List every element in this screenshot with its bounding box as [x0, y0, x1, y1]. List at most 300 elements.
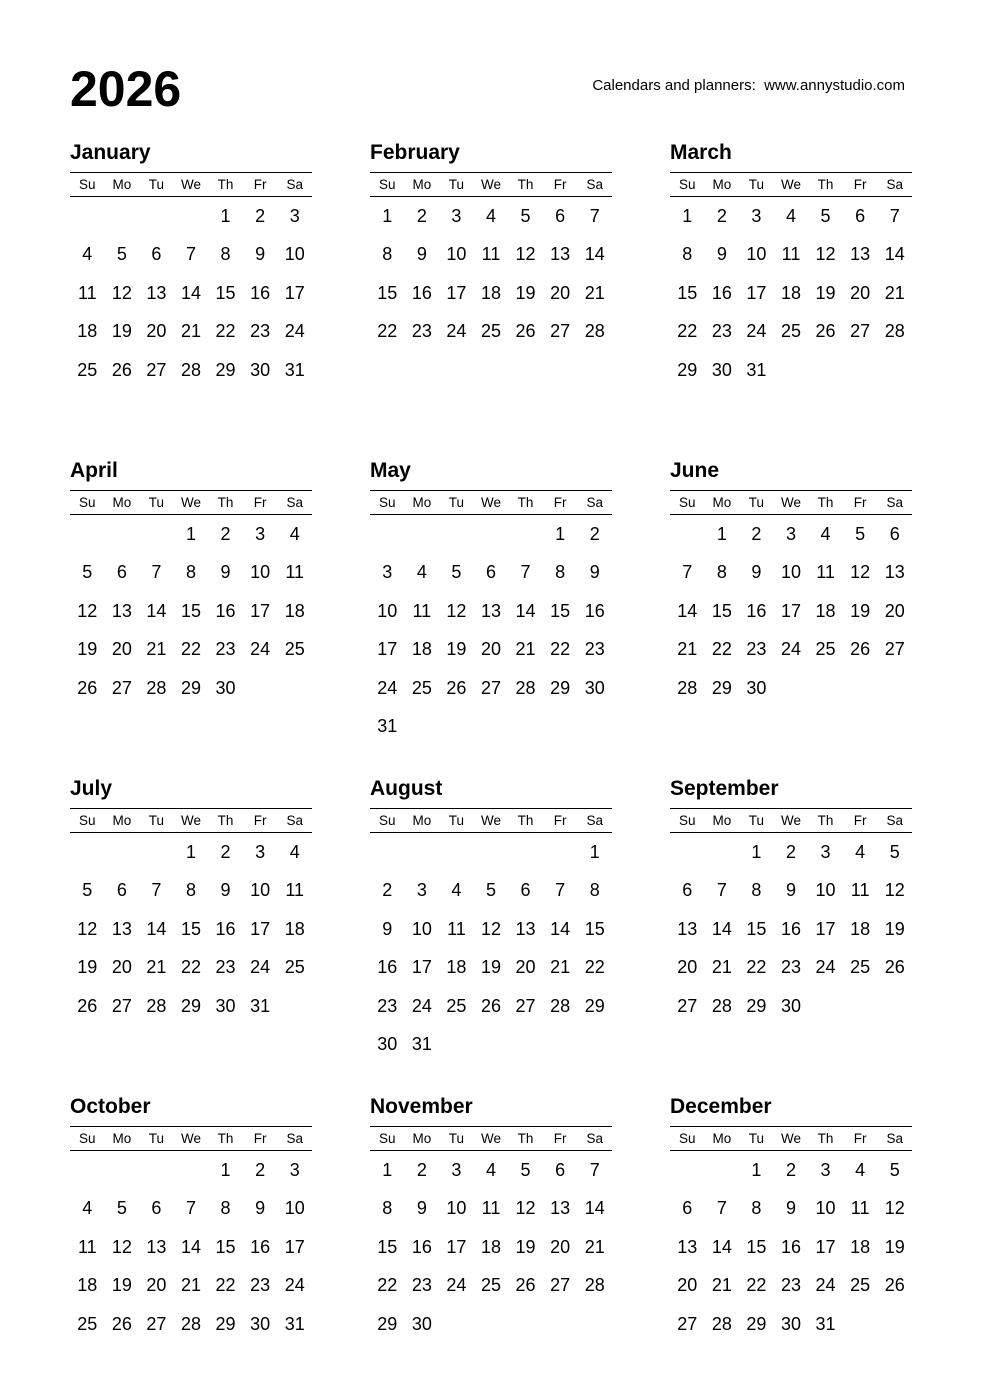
- day-cell: 9: [255, 244, 266, 265]
- day-cell: 7: [151, 562, 162, 583]
- weekday-label-fr: Fr: [553, 813, 567, 828]
- day-cell: 29: [711, 677, 732, 698]
- day-cell: 7: [185, 1198, 196, 1219]
- day-cell: 2: [220, 523, 231, 544]
- day-cell: 16: [215, 918, 236, 939]
- day-cell: 25: [446, 995, 467, 1016]
- day-cell: 12: [884, 1198, 905, 1219]
- day-cell: 5: [116, 1198, 127, 1219]
- weekday-label-su: Su: [379, 813, 396, 828]
- day-cell: 9: [416, 1198, 427, 1219]
- day-cell: 31: [284, 1313, 305, 1334]
- day-cell: 25: [411, 677, 432, 698]
- day-cell: 27: [677, 1313, 698, 1334]
- day-cell: 9: [220, 562, 231, 583]
- month-title: May: [370, 459, 411, 482]
- day-cell: 15: [377, 1236, 398, 1257]
- weekday-label-th: Th: [817, 1131, 834, 1146]
- day-cell: 2: [785, 1159, 796, 1180]
- weekday-label-su: Su: [79, 1131, 96, 1146]
- day-cell: 22: [746, 957, 767, 978]
- day-cell: 3: [820, 841, 831, 862]
- day-cell: 20: [677, 1275, 698, 1296]
- month-august: [370, 777, 612, 1063]
- weekday-label-tu: Tu: [748, 177, 765, 192]
- month-february: [370, 141, 612, 427]
- weekday-label-su: Su: [379, 177, 396, 192]
- weekday-label-we: We: [480, 1131, 501, 1146]
- day-cell: 1: [682, 205, 693, 226]
- day-cell: 6: [151, 1198, 162, 1219]
- day-cell: 20: [111, 639, 132, 660]
- weekday-label-fr: Fr: [853, 177, 867, 192]
- day-cell: 29: [677, 359, 698, 380]
- dates-grid: [670, 197, 912, 390]
- dates-grid: [370, 1151, 612, 1344]
- day-cell: 18: [284, 600, 305, 621]
- weekday-header: [370, 808, 612, 833]
- weekday-label-sa: Sa: [886, 495, 903, 510]
- day-cell: 4: [289, 523, 300, 544]
- day-cell: 2: [589, 523, 600, 544]
- weekday-label-th: Th: [217, 1131, 234, 1146]
- day-cell: 5: [485, 880, 496, 901]
- day-cell: 1: [220, 205, 231, 226]
- day-cell: 3: [289, 205, 300, 226]
- weekday-label-fr: Fr: [253, 813, 267, 828]
- day-cell: 22: [377, 1275, 398, 1296]
- day-cell: 15: [677, 282, 698, 303]
- day-cell: 8: [716, 562, 727, 583]
- weekday-label-we: We: [780, 1131, 801, 1146]
- day-cell: 6: [485, 562, 496, 583]
- weekday-label-sa: Sa: [586, 1131, 603, 1146]
- empty-cell: [843, 351, 878, 390]
- empty-cell: [105, 197, 140, 236]
- empty-cell: [508, 515, 543, 554]
- day-cell: 28: [711, 1313, 732, 1334]
- day-cell: 30: [780, 1313, 801, 1334]
- weekday-label-sa: Sa: [586, 177, 603, 192]
- day-cell: 1: [185, 523, 196, 544]
- empty-cell: [174, 197, 209, 236]
- day-cell: 27: [515, 995, 536, 1016]
- weekday-label-tu: Tu: [448, 813, 465, 828]
- weekday-label-we: We: [780, 495, 801, 510]
- weekday-label-we: We: [480, 495, 501, 510]
- day-cell: 12: [77, 918, 98, 939]
- day-cell: 10: [746, 244, 767, 265]
- day-cell: 9: [220, 880, 231, 901]
- day-cell: 14: [677, 600, 698, 621]
- day-cell: 24: [250, 957, 271, 978]
- day-cell: 4: [820, 523, 831, 544]
- weekday-header: [70, 490, 312, 515]
- month-title: April: [70, 459, 118, 482]
- day-cell: 22: [550, 639, 571, 660]
- day-cell: 21: [180, 321, 201, 342]
- day-cell: 13: [550, 244, 571, 265]
- day-cell: 22: [180, 639, 201, 660]
- weekday-label-su: Su: [679, 813, 696, 828]
- day-cell: 1: [716, 523, 727, 544]
- year-title: 2026: [70, 61, 182, 117]
- day-cell: 2: [416, 1159, 427, 1180]
- empty-cell: [105, 833, 140, 872]
- weekday-label-fr: Fr: [253, 177, 267, 192]
- weekday-label-th: Th: [517, 813, 534, 828]
- day-cell: 30: [215, 995, 236, 1016]
- day-cell: 12: [480, 918, 501, 939]
- day-cell: 20: [677, 957, 698, 978]
- weekday-label-sa: Sa: [286, 813, 303, 828]
- empty-cell: [105, 1151, 140, 1190]
- day-cell: 11: [850, 1198, 870, 1219]
- day-cell: 28: [180, 1313, 201, 1334]
- day-cell: 31: [411, 1034, 432, 1055]
- empty-cell: [70, 833, 105, 872]
- weekday-label-th: Th: [817, 495, 834, 510]
- day-cell: 27: [677, 995, 698, 1016]
- empty-cell: [877, 987, 912, 1026]
- day-cell: 22: [215, 1275, 236, 1296]
- day-cell: 20: [146, 1275, 167, 1296]
- day-cell: 15: [746, 918, 767, 939]
- day-cell: 22: [215, 321, 236, 342]
- day-cell: 6: [116, 880, 127, 901]
- day-cell: 29: [584, 995, 605, 1016]
- day-cell: 23: [711, 321, 732, 342]
- weekday-label-we: We: [480, 813, 501, 828]
- weekday-header: [70, 172, 312, 197]
- day-cell: 20: [550, 1236, 571, 1257]
- empty-cell: [405, 515, 440, 554]
- day-cell: 15: [180, 918, 201, 939]
- day-cell: 23: [780, 957, 801, 978]
- weekday-label-fr: Fr: [253, 495, 267, 510]
- day-cell: 27: [550, 321, 571, 342]
- day-cell: 13: [677, 1236, 698, 1257]
- empty-cell: [474, 515, 509, 554]
- day-cell: 17: [284, 282, 305, 303]
- weekday-label-tu: Tu: [748, 1131, 765, 1146]
- day-cell: 2: [382, 880, 393, 901]
- empty-cell: [439, 708, 474, 747]
- dates-grid: [370, 515, 612, 746]
- day-cell: 12: [77, 600, 98, 621]
- empty-cell: [508, 1305, 543, 1344]
- day-cell: 14: [711, 1236, 732, 1257]
- day-cell: 8: [589, 880, 600, 901]
- dates-grid: [70, 1151, 312, 1344]
- day-cell: 16: [746, 600, 767, 621]
- day-cell: 15: [215, 282, 236, 303]
- empty-cell: [105, 515, 140, 554]
- day-cell: 7: [151, 880, 162, 901]
- day-cell: 3: [255, 523, 266, 544]
- day-cell: 8: [185, 562, 196, 583]
- empty-cell: [174, 1151, 209, 1190]
- weekday-header: [370, 490, 612, 515]
- day-cell: 24: [815, 1275, 836, 1296]
- day-cell: 21: [146, 957, 167, 978]
- empty-cell: [243, 669, 278, 708]
- day-cell: 17: [284, 1236, 305, 1257]
- day-cell: 24: [411, 995, 432, 1016]
- weekday-label-sa: Sa: [586, 813, 603, 828]
- day-cell: 26: [111, 359, 132, 380]
- month-title: October: [70, 1095, 151, 1118]
- day-cell: 12: [111, 1236, 132, 1257]
- day-cell: 16: [411, 282, 432, 303]
- month-january: [70, 141, 312, 427]
- day-cell: 27: [146, 1313, 167, 1334]
- day-cell: 10: [815, 1198, 836, 1219]
- day-cell: 17: [815, 1236, 836, 1257]
- weekday-label-tu: Tu: [148, 495, 165, 510]
- day-cell: 11: [285, 562, 305, 583]
- day-cell: 22: [584, 957, 605, 978]
- empty-cell: [670, 1151, 705, 1190]
- month-title: July: [70, 777, 113, 800]
- day-cell: 5: [855, 523, 866, 544]
- month-title: November: [370, 1095, 473, 1118]
- month-title: January: [70, 141, 151, 164]
- dates-grid: [70, 515, 312, 708]
- day-cell: 4: [82, 244, 93, 265]
- day-cell: 25: [480, 1275, 501, 1296]
- day-cell: 19: [77, 639, 98, 660]
- day-cell: 29: [550, 677, 571, 698]
- empty-cell: [474, 833, 509, 872]
- weekday-label-su: Su: [79, 813, 96, 828]
- weekday-label-we: We: [180, 177, 201, 192]
- day-cell: 6: [682, 880, 693, 901]
- day-cell: 28: [584, 1275, 605, 1296]
- day-cell: 24: [815, 957, 836, 978]
- day-cell: 3: [820, 1159, 831, 1180]
- month-title: March: [670, 141, 732, 164]
- weekday-label-mo: Mo: [412, 1131, 432, 1146]
- day-cell: 9: [751, 562, 762, 583]
- month-april: [70, 459, 312, 745]
- weekday-label-we: We: [180, 1131, 201, 1146]
- day-cell: 23: [250, 1275, 271, 1296]
- day-cell: 26: [815, 321, 836, 342]
- day-cell: 31: [815, 1313, 836, 1334]
- day-cell: 24: [284, 321, 305, 342]
- day-cell: 1: [589, 841, 600, 862]
- day-cell: 18: [480, 1236, 501, 1257]
- day-cell: 25: [780, 321, 801, 342]
- weekday-label-th: Th: [517, 1131, 534, 1146]
- day-cell: 8: [555, 562, 566, 583]
- day-cell: 21: [550, 957, 571, 978]
- day-cell: 29: [180, 677, 201, 698]
- day-cell: 11: [412, 600, 432, 621]
- weekday-label-tu: Tu: [148, 1131, 165, 1146]
- weekday-label-sa: Sa: [286, 177, 303, 192]
- day-cell: 28: [677, 677, 698, 698]
- day-cell: 27: [480, 677, 501, 698]
- day-cell: 29: [746, 1313, 767, 1334]
- weekday-label-mo: Mo: [112, 495, 132, 510]
- day-cell: 21: [884, 282, 905, 303]
- day-cell: 2: [751, 523, 762, 544]
- day-cell: 6: [555, 1159, 566, 1180]
- months-grid: [70, 141, 912, 1381]
- day-cell: 28: [584, 321, 605, 342]
- day-cell: 8: [382, 1198, 393, 1219]
- weekday-label-mo: Mo: [112, 813, 132, 828]
- day-cell: 30: [215, 677, 236, 698]
- day-cell: 1: [382, 1159, 393, 1180]
- weekday-header: [670, 172, 912, 197]
- day-cell: 9: [716, 244, 727, 265]
- empty-cell: [670, 515, 705, 554]
- day-cell: 15: [711, 600, 732, 621]
- day-cell: 26: [446, 677, 467, 698]
- day-cell: 7: [889, 205, 900, 226]
- month-title: August: [370, 777, 443, 800]
- weekday-label-fr: Fr: [553, 495, 567, 510]
- day-cell: 5: [451, 562, 462, 583]
- weekday-label-sa: Sa: [886, 1131, 903, 1146]
- day-cell: 18: [480, 282, 501, 303]
- day-cell: 10: [815, 880, 836, 901]
- day-cell: 2: [416, 205, 427, 226]
- day-cell: 17: [377, 639, 398, 660]
- day-cell: 5: [116, 244, 127, 265]
- day-cell: 7: [682, 562, 693, 583]
- day-cell: 20: [850, 282, 871, 303]
- day-cell: 22: [377, 321, 398, 342]
- empty-cell: [370, 833, 405, 872]
- day-cell: 23: [746, 639, 767, 660]
- empty-cell: [370, 515, 405, 554]
- day-cell: 5: [889, 1159, 900, 1180]
- day-cell: 18: [850, 1236, 871, 1257]
- day-cell: 25: [850, 1275, 871, 1296]
- day-cell: 15: [584, 918, 605, 939]
- dates-grid: [670, 833, 912, 1026]
- day-cell: 17: [746, 282, 767, 303]
- day-cell: 15: [746, 1236, 767, 1257]
- weekday-label-fr: Fr: [853, 813, 867, 828]
- day-cell: 28: [146, 995, 167, 1016]
- day-cell: 8: [220, 244, 231, 265]
- month-june: [670, 459, 912, 745]
- empty-cell: [474, 1305, 509, 1344]
- day-cell: 15: [550, 600, 571, 621]
- day-cell: 31: [284, 359, 305, 380]
- day-cell: 4: [451, 880, 462, 901]
- day-cell: 6: [151, 244, 162, 265]
- day-cell: 3: [255, 841, 266, 862]
- empty-cell: [439, 833, 474, 872]
- day-cell: 18: [780, 282, 801, 303]
- day-cell: 17: [250, 918, 271, 939]
- weekday-label-su: Su: [679, 495, 696, 510]
- weekday-label-th: Th: [217, 495, 234, 510]
- empty-cell: [139, 833, 174, 872]
- day-cell: 26: [77, 995, 98, 1016]
- weekday-label-su: Su: [679, 177, 696, 192]
- month-september: [670, 777, 912, 1063]
- day-cell: 8: [220, 1198, 231, 1219]
- day-cell: 21: [146, 639, 167, 660]
- day-cell: 14: [884, 244, 905, 265]
- day-cell: 26: [480, 995, 501, 1016]
- day-cell: 19: [111, 1275, 132, 1296]
- day-cell: 21: [180, 1275, 201, 1296]
- day-cell: 17: [411, 957, 432, 978]
- day-cell: 12: [850, 562, 871, 583]
- day-cell: 7: [555, 880, 566, 901]
- day-cell: 11: [781, 244, 801, 265]
- day-cell: 8: [682, 244, 693, 265]
- day-cell: 27: [550, 1275, 571, 1296]
- weekday-label-we: We: [780, 177, 801, 192]
- weekday-header: [370, 172, 612, 197]
- day-cell: 10: [780, 562, 801, 583]
- day-cell: 19: [515, 282, 536, 303]
- day-cell: 16: [711, 282, 732, 303]
- day-cell: 16: [780, 1236, 801, 1257]
- day-cell: 8: [751, 1198, 762, 1219]
- day-cell: 2: [785, 841, 796, 862]
- day-cell: 20: [884, 600, 905, 621]
- day-cell: 20: [146, 321, 167, 342]
- day-cell: 16: [780, 918, 801, 939]
- day-cell: 23: [584, 639, 605, 660]
- day-cell: 6: [116, 562, 127, 583]
- day-cell: 24: [780, 639, 801, 660]
- day-cell: 9: [382, 918, 393, 939]
- day-cell: 4: [855, 1159, 866, 1180]
- day-cell: 14: [146, 918, 167, 939]
- day-cell: 12: [515, 244, 536, 265]
- day-cell: 6: [889, 523, 900, 544]
- weekday-label-th: Th: [217, 813, 234, 828]
- empty-cell: [705, 833, 740, 872]
- weekday-header: [670, 490, 912, 515]
- weekday-label-fr: Fr: [853, 1131, 867, 1146]
- empty-cell: [439, 515, 474, 554]
- day-cell: 27: [111, 677, 132, 698]
- day-cell: 13: [111, 918, 132, 939]
- day-cell: 10: [284, 1198, 305, 1219]
- weekday-label-tu: Tu: [148, 177, 165, 192]
- day-cell: 24: [446, 321, 467, 342]
- day-cell: 1: [555, 523, 566, 544]
- day-cell: 30: [584, 677, 605, 698]
- day-cell: 5: [520, 205, 531, 226]
- day-cell: 19: [446, 639, 467, 660]
- weekday-label-sa: Sa: [586, 495, 603, 510]
- day-cell: 12: [815, 244, 836, 265]
- month-october: [70, 1095, 312, 1381]
- empty-cell: [774, 669, 809, 708]
- empty-cell: [439, 1026, 474, 1065]
- empty-cell: [474, 1026, 509, 1065]
- weekday-header: [70, 1126, 312, 1151]
- empty-cell: [843, 669, 878, 708]
- weekday-label-fr: Fr: [853, 495, 867, 510]
- day-cell: 29: [377, 1313, 398, 1334]
- day-cell: 7: [185, 244, 196, 265]
- empty-cell: [808, 669, 843, 708]
